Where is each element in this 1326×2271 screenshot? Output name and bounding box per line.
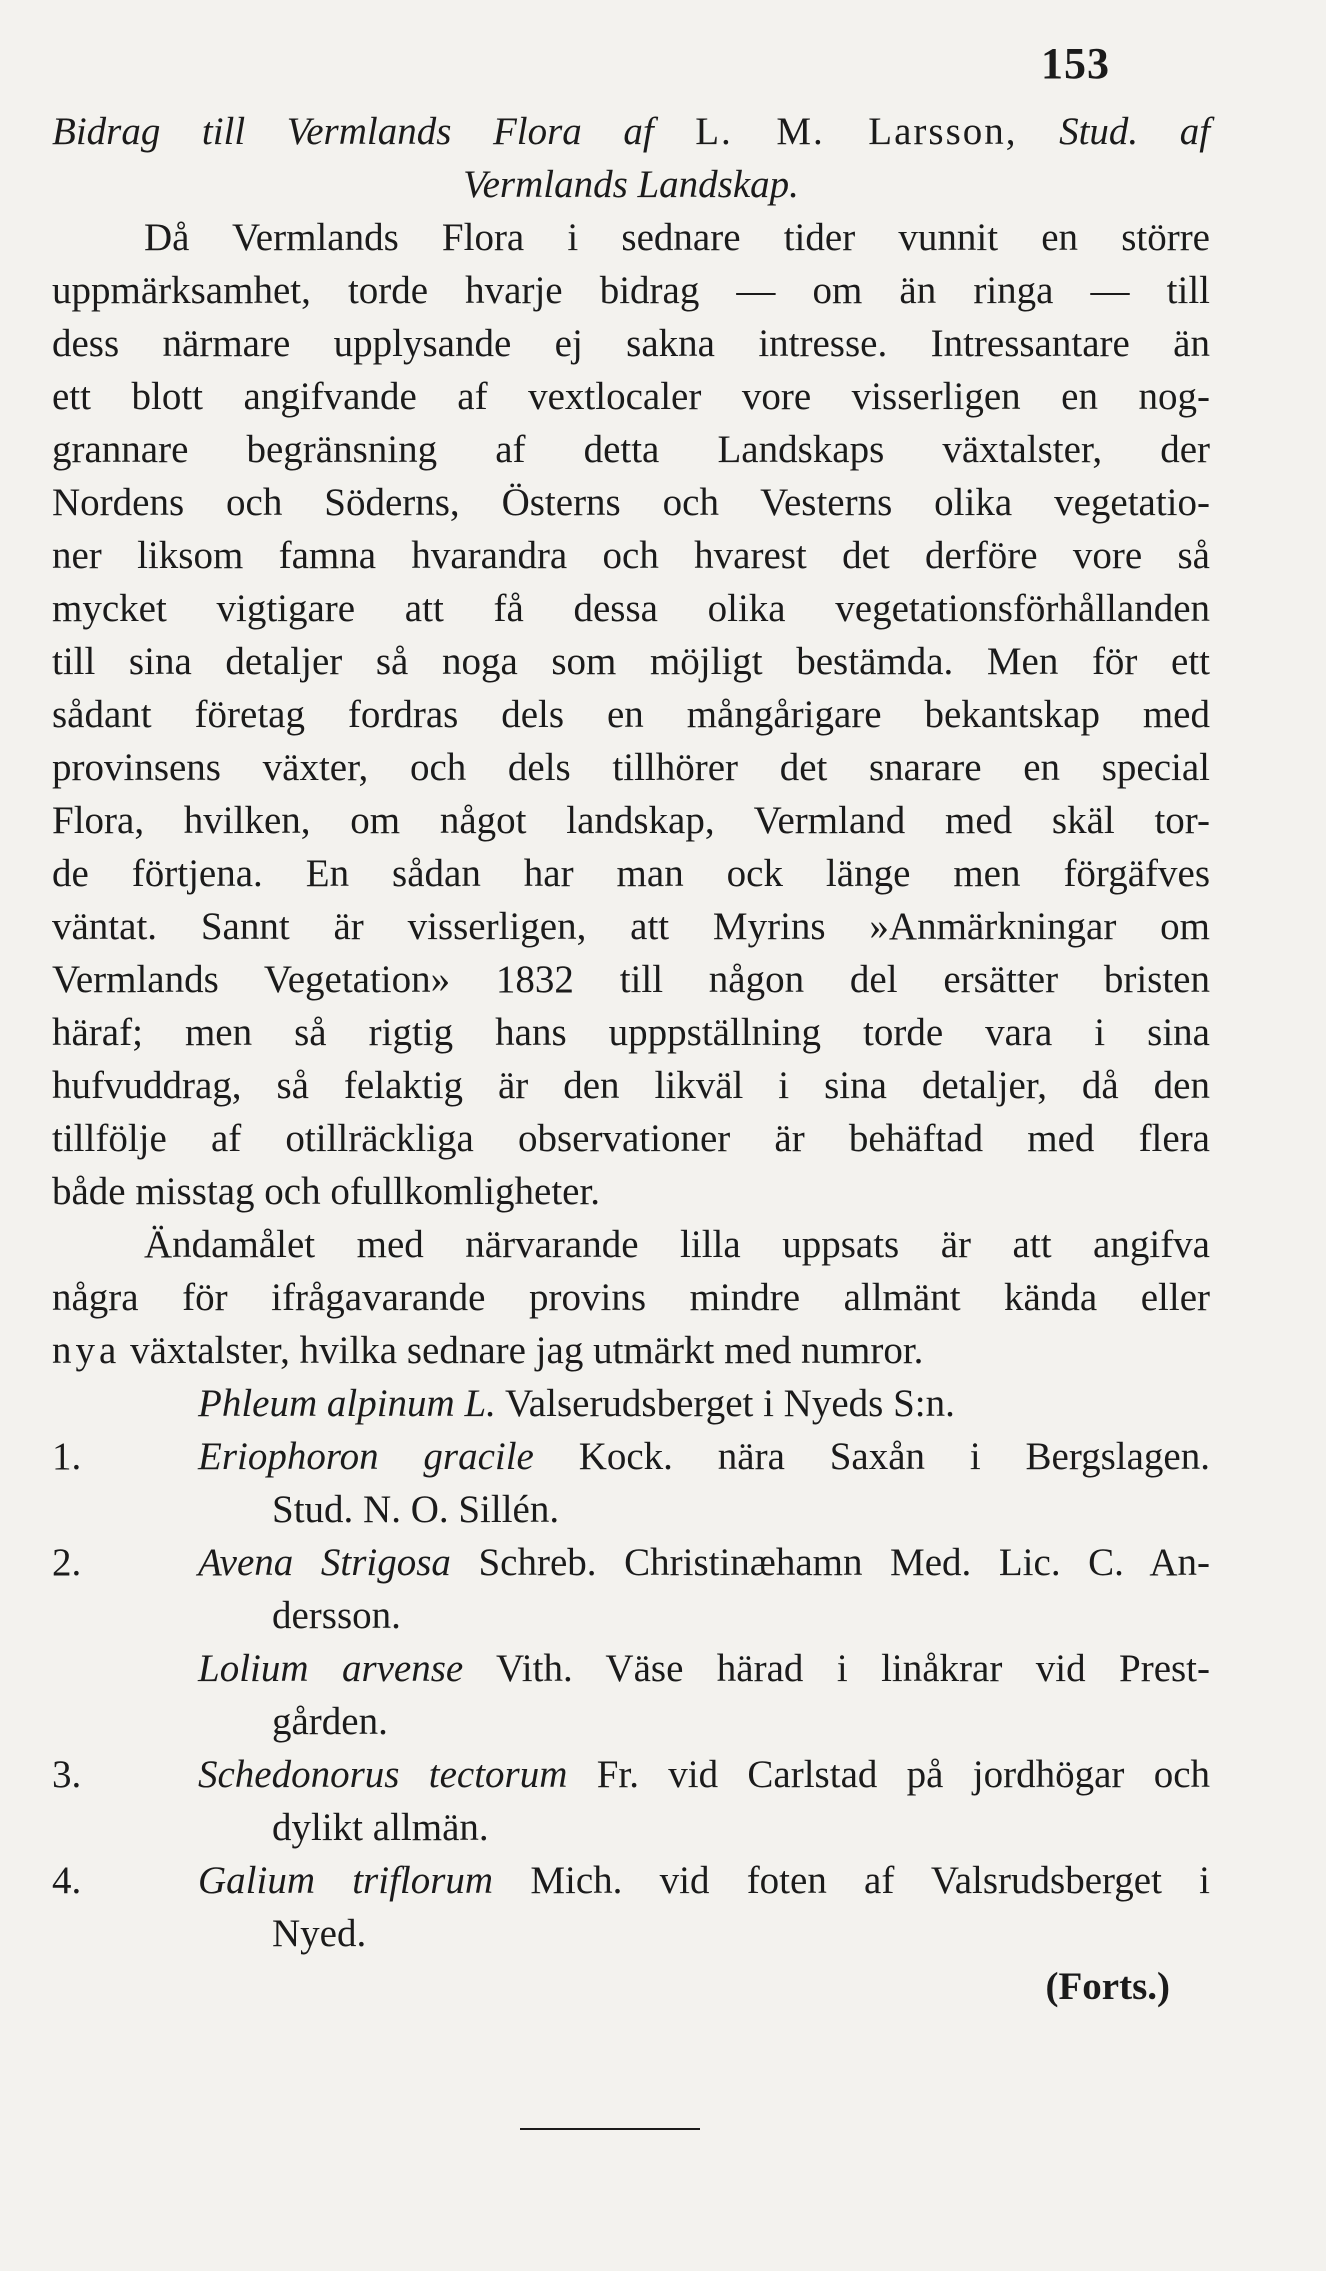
article-title-line2 <box>52 158 1210 211</box>
paragraph1-line: dess närmare upplysande ej sakna intresse. Intressantare än <box>52 322 1210 365</box>
entry-content <box>138 1430 1210 1483</box>
paragraph1-line: väntat. Sannt är visserligen, att Myrins »Anmärkningar om <box>52 905 1210 948</box>
paragraph1-line: provinsens växter, och dels tillhörer det snarare en special <box>52 746 1210 789</box>
entry-number: 2. <box>52 1541 82 1584</box>
title-italic-suffix: Stud. af <box>1059 110 1211 153</box>
species-name: Lolium arvense <box>198 1647 464 1690</box>
end-rule <box>520 2128 700 2130</box>
entry-continuation: Nyed. <box>272 1912 367 1955</box>
paragraph1-line: de förtjena. En sådan har man ock länge men förgäfves <box>52 852 1210 895</box>
entry-content <box>138 1642 1210 1695</box>
entry-number: 1. <box>52 1435 82 1478</box>
paragraph1-line: både misstag och ofullkomligheter. <box>52 1170 601 1213</box>
continued-marker: (Forts.) <box>1045 1965 1170 2008</box>
species-entry <box>52 1642 1210 1695</box>
species-locality: nära Saxån i Bergslagen. <box>672 1435 1210 1478</box>
entry-number: 4. <box>52 1859 82 1902</box>
species-name: Avena Strigosa <box>198 1541 451 1584</box>
paragraph2-last-rest: växtalster, hvilka sednare jag utmärkt med numror. <box>120 1329 924 1372</box>
species-entry <box>52 1536 1210 1589</box>
species-locality: Valserudsberget i Nyeds S:n. <box>495 1382 955 1425</box>
entry-continuation: dersson. <box>272 1594 401 1637</box>
species-entry <box>52 1854 1210 1907</box>
paragraph2-line: några för ifrågavarande provins mindre allmänt kända eller <box>52 1276 1210 1319</box>
entry-continuation: dylikt allmän. <box>272 1806 489 1849</box>
entry-number: 3. <box>52 1753 82 1796</box>
title-author: L. M. Larsson, <box>695 110 1018 153</box>
species-locality: Christinæhamn Med. Lic. C. An- <box>596 1541 1210 1584</box>
species-name: Schedonorus tectorum <box>198 1753 568 1796</box>
species-entry <box>52 1748 1210 1801</box>
paragraph1-line: häraf; men så rigtig hans upppställning torde vara i sina <box>52 1011 1210 1054</box>
paragraph1-line: Då Vermlands Flora i sednare tider vunnit en större <box>144 216 1210 259</box>
species-locality: vid Carlstad på jordhögar och <box>638 1753 1211 1796</box>
species-locality: vid foten af Valsrudsberget i <box>622 1859 1210 1902</box>
paragraph1-line: ner liksom famna hvarandra och hvarest det derföre vore så <box>52 534 1210 577</box>
entry-content <box>138 1748 1210 1801</box>
species-authority: Kock. <box>533 1435 673 1478</box>
species-name: Phleum alpinum <box>198 1382 455 1425</box>
spaced-word: nya <box>52 1329 121 1372</box>
species-authority: Mich. <box>493 1859 623 1902</box>
species-name: Galium triflorum <box>198 1859 494 1902</box>
paragraph2-line: Ändamålet med närvarande lilla uppsats är att angifva <box>144 1223 1210 1266</box>
entry-content <box>138 1536 1210 1589</box>
title-italic-line2: Vermlands Landskap. <box>463 163 799 206</box>
species-locality: Väse härad i linåkrar vid Prest- <box>572 1647 1210 1690</box>
species-entry <box>52 1377 1210 1430</box>
paragraph1-line: uppmärksamhet, torde hvarje bidrag — om än ringa — till <box>52 269 1210 312</box>
entry-content <box>138 1854 1210 1907</box>
species-authority: Fr. <box>567 1753 639 1796</box>
species-name: Eriophoron gracile <box>198 1435 534 1478</box>
title-italic-part: Bidrag till Vermlands Flora af <box>52 110 654 153</box>
paragraph2-last-line <box>52 1324 1210 1377</box>
entry-continuation: Stud. N. O. Sillén. <box>272 1488 560 1531</box>
species-entry <box>52 1430 1210 1483</box>
paragraph1-line: mycket vigtigare att få dessa olika vegetationsförhållanden <box>52 587 1210 630</box>
article-body <box>52 105 1210 2013</box>
species-authority: Vith. <box>463 1647 573 1690</box>
paragraph1-line: grannare begränsning af detta Landskaps växtalster, der <box>52 428 1210 471</box>
paragraph1-line: Nordens och Söderns, Österns och Vesterns olika vegetatio- <box>52 481 1210 524</box>
article-title <box>52 105 1210 158</box>
entry-content <box>138 1377 955 1430</box>
species-authority: Schreb. <box>450 1541 597 1584</box>
entry-continuation: gården. <box>272 1700 388 1743</box>
species-authority: L. <box>454 1382 496 1425</box>
page-number: 153 <box>1041 39 1110 88</box>
paragraph1-line: sådant företag fordras dels en mångårigare bekantskap med <box>52 693 1210 736</box>
paragraph1-line: tillfölje af otillräckliga observationer är behäftad med flera <box>52 1117 1210 1160</box>
paragraph1-line: ett blott angifvande af vextlocaler vore visserligen en nog- <box>52 375 1210 418</box>
paragraph1-line: till sina detaljer så noga som möjligt bestämda. Men för ett <box>52 640 1210 683</box>
paragraph1-line: Flora, hvilken, om något landskap, Vermland med skäl tor- <box>52 799 1210 842</box>
paragraph1-line: Vermlands Vegetation» 1832 till någon del ersätter bristen <box>52 958 1210 1001</box>
paragraph1-line: hufvuddrag, så felaktig är den likväl i sina detaljer, då den <box>52 1064 1210 1107</box>
